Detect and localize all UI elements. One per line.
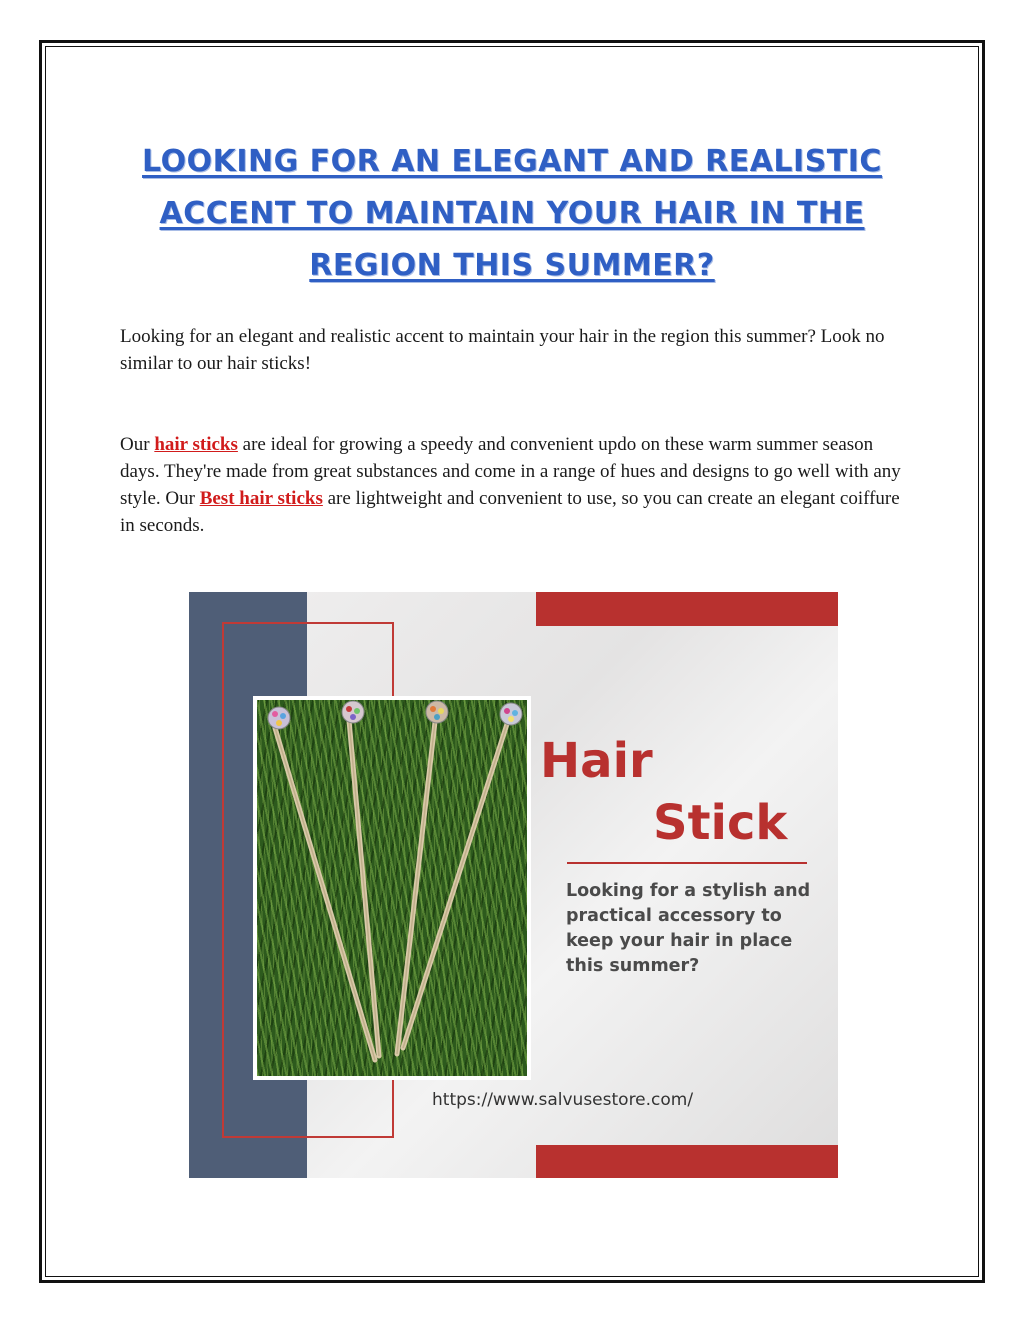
banner-copy: Looking for a stylish and practical accessory to keep your hair in place this summer?	[566, 881, 811, 976]
banner-red-bar-bottom	[536, 1145, 838, 1178]
hair-sticks-photo	[253, 696, 531, 1080]
banner-heading-line2: Stick	[653, 795, 788, 851]
hair-sticks-illustration	[257, 700, 527, 1076]
banner-red-bar-top	[536, 592, 838, 626]
page-title: LOOKING FOR AN ELEGANT AND REALISTIC ACCENT TO MAINTAIN YOUR HAIR IN THE REGION THIS SUMMER?	[142, 144, 882, 283]
banner-heading	[540, 730, 810, 854]
body-paragraph	[120, 431, 910, 539]
best-hair-sticks-link[interactable]: Best hair sticks	[199, 488, 323, 509]
intro-paragraph: Looking for an elegant and realistic accent to maintain your hair in the region this summer? Look no similar to our hair sticks!	[120, 326, 885, 374]
product-banner-image	[189, 592, 838, 1178]
body-text-part1: Our	[120, 434, 155, 455]
body-text-part2: are ideal for growing a speedy and convenient updo on these warm summer season days. They're made from great substances and come in a range of hues and designs to go well with any style. Our	[120, 434, 901, 509]
hair-sticks-link[interactable]: hair sticks	[154, 434, 238, 455]
banner-url: https://www.salvusestore.com/	[432, 1090, 694, 1110]
banner-divider	[567, 862, 807, 864]
body-text-part3: are lightweight and convenient to use, so you can create an elegant coiffure in seconds.	[120, 488, 900, 536]
banner-heading-line1: Hair	[540, 733, 653, 789]
